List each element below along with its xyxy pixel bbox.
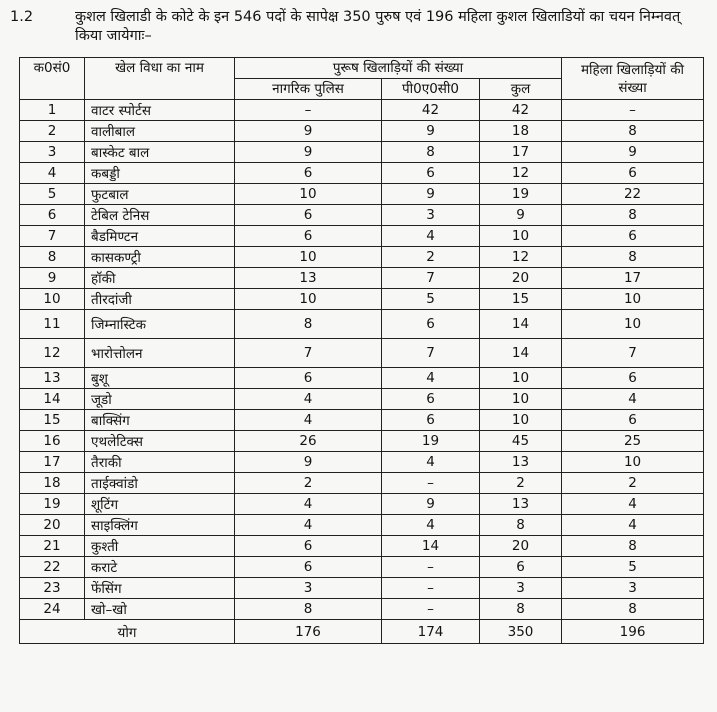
cell-sport: तीरदांजी [85, 289, 235, 310]
cell-total: 18 [480, 121, 562, 142]
cell-pac: 3 [382, 205, 480, 226]
header-female: महिला खिलाड़ियों की संख्या [562, 58, 704, 100]
table-row [20, 339, 704, 368]
cell-civil-police: 3 [235, 578, 382, 599]
cell-pac: – [382, 557, 480, 578]
cell-serial: 19 [20, 494, 85, 515]
cell-pac: 6 [382, 389, 480, 410]
cell-sport: शूटिंग [85, 494, 235, 515]
cell-pac: 2 [382, 247, 480, 268]
cell-sport: खो–खो [85, 599, 235, 620]
cell-civil-police: 4 [235, 515, 382, 536]
cell-sport: बाक्सिंग [85, 410, 235, 431]
cell-serial: 24 [20, 599, 85, 620]
cell-serial: 13 [20, 368, 85, 389]
cell-female: 8 [562, 536, 704, 557]
cell-pac: 4 [382, 515, 480, 536]
cell-serial: 15 [20, 410, 85, 431]
cell-female: 25 [562, 431, 704, 452]
cell-sport: फेंसिंग [85, 578, 235, 599]
cell-pac: 5 [382, 289, 480, 310]
cell-serial: 7 [20, 226, 85, 247]
table-row [20, 368, 704, 389]
intro-paragraph [10, 8, 710, 46]
cell-female: 4 [562, 515, 704, 536]
header-total: कुल [480, 79, 562, 100]
cell-pac: 9 [382, 121, 480, 142]
cell-pac: – [382, 473, 480, 494]
table-row [20, 142, 704, 163]
cell-sport: भारोत्तोलन [85, 339, 235, 368]
cell-serial: 20 [20, 515, 85, 536]
cell-civil-police: 6 [235, 205, 382, 226]
cell-sport: तैराकी [85, 452, 235, 473]
cell-pac: 4 [382, 368, 480, 389]
table-row [20, 184, 704, 205]
totals-female: 196 [562, 620, 704, 644]
cell-female: 8 [562, 205, 704, 226]
cell-serial: 16 [20, 431, 85, 452]
cell-serial: 4 [20, 163, 85, 184]
cell-total: 42 [480, 100, 562, 121]
cell-civil-police: 9 [235, 142, 382, 163]
cell-civil-police: 2 [235, 473, 382, 494]
table-row [20, 389, 704, 410]
cell-total: 9 [480, 205, 562, 226]
cell-female: 9 [562, 142, 704, 163]
cell-total: 3 [480, 578, 562, 599]
cell-sport: ताईक्वांडो [85, 473, 235, 494]
cell-female: 4 [562, 389, 704, 410]
table-row [20, 578, 704, 599]
cell-pac: 14 [382, 536, 480, 557]
cell-female: 22 [562, 184, 704, 205]
cell-serial: 5 [20, 184, 85, 205]
cell-pac: 4 [382, 452, 480, 473]
cell-female: 8 [562, 599, 704, 620]
cropped-bottom-line [0, 704, 717, 712]
table-row [20, 100, 704, 121]
cell-civil-police: 4 [235, 410, 382, 431]
table-row [20, 536, 704, 557]
table-row [20, 557, 704, 578]
cell-female: 7 [562, 339, 704, 368]
cell-civil-police: 7 [235, 339, 382, 368]
header-male-group: पुरूष खिलाड़ियों की संख्या [235, 58, 562, 79]
cell-civil-police: 6 [235, 163, 382, 184]
cell-total: 17 [480, 142, 562, 163]
cell-pac: 9 [382, 494, 480, 515]
cell-pac: 9 [382, 184, 480, 205]
cell-serial: 21 [20, 536, 85, 557]
cell-female: 6 [562, 163, 704, 184]
cell-civil-police: 10 [235, 289, 382, 310]
cell-pac: 7 [382, 339, 480, 368]
cell-civil-police: 6 [235, 557, 382, 578]
table-row [20, 205, 704, 226]
cell-female: 17 [562, 268, 704, 289]
cell-total: 8 [480, 515, 562, 536]
table-row [20, 452, 704, 473]
cell-sport: बैडमिण्टन [85, 226, 235, 247]
cell-serial: 10 [20, 289, 85, 310]
cell-serial: 3 [20, 142, 85, 163]
cell-female: 6 [562, 368, 704, 389]
cell-total: 2 [480, 473, 562, 494]
cell-pac: 6 [382, 310, 480, 339]
cell-sport: जूडो [85, 389, 235, 410]
cell-female: 5 [562, 557, 704, 578]
totals-civil: 176 [235, 620, 382, 644]
cell-civil-police: 6 [235, 536, 382, 557]
cell-serial: 22 [20, 557, 85, 578]
cell-pac: 8 [382, 142, 480, 163]
cell-civil-police: 10 [235, 247, 382, 268]
cell-sport: कबड्डी [85, 163, 235, 184]
cell-sport: कुश्ती [85, 536, 235, 557]
header-pac: पी0ए0सी0 [382, 79, 480, 100]
cell-female: – [562, 100, 704, 121]
cell-civil-police: 6 [235, 226, 382, 247]
table-row [20, 599, 704, 620]
cell-sport: साइक्लिंग [85, 515, 235, 536]
cell-sport: हॉकी [85, 268, 235, 289]
cell-female: 8 [562, 247, 704, 268]
cell-total: 14 [480, 339, 562, 368]
cell-serial: 12 [20, 339, 85, 368]
cell-serial: 8 [20, 247, 85, 268]
totals-total: 350 [480, 620, 562, 644]
cell-serial: 17 [20, 452, 85, 473]
cell-total: 10 [480, 389, 562, 410]
cell-civil-police: 8 [235, 310, 382, 339]
cell-pac: 4 [382, 226, 480, 247]
cell-serial: 9 [20, 268, 85, 289]
table-row [20, 410, 704, 431]
cell-sport: जिम्नास्टिक [85, 310, 235, 339]
cell-female: 2 [562, 473, 704, 494]
table-row [20, 289, 704, 310]
cell-pac: – [382, 578, 480, 599]
cell-civil-police: 13 [235, 268, 382, 289]
cell-pac: 42 [382, 100, 480, 121]
section-number: 1.2 [10, 9, 34, 25]
cell-sport: टेबिल टेनिस [85, 205, 235, 226]
table-row [20, 431, 704, 452]
cell-female: 6 [562, 226, 704, 247]
cell-total: 15 [480, 289, 562, 310]
cell-total: 19 [480, 184, 562, 205]
cell-total: 8 [480, 599, 562, 620]
cell-total: 45 [480, 431, 562, 452]
cell-civil-police: 8 [235, 599, 382, 620]
totals-label: योग [20, 620, 235, 644]
cell-pac: 7 [382, 268, 480, 289]
cell-sport: बुशू [85, 368, 235, 389]
table-row [20, 226, 704, 247]
cell-female: 10 [562, 310, 704, 339]
table-row [20, 163, 704, 184]
cell-serial: 18 [20, 473, 85, 494]
cell-sport: वाटर स्पोर्टस [85, 100, 235, 121]
cell-total: 14 [480, 310, 562, 339]
totals-row [20, 620, 704, 644]
table-row [20, 515, 704, 536]
header-civil-police: नागरिक पुलिस [235, 79, 382, 100]
cell-civil-police: 10 [235, 184, 382, 205]
table-row [20, 494, 704, 515]
cell-civil-police: 4 [235, 494, 382, 515]
cell-total: 12 [480, 163, 562, 184]
cell-pac: 6 [382, 163, 480, 184]
cell-total: 6 [480, 557, 562, 578]
cell-serial: 6 [20, 205, 85, 226]
cell-civil-police: – [235, 100, 382, 121]
cell-pac: – [382, 599, 480, 620]
cell-total: 13 [480, 494, 562, 515]
cell-female: 6 [562, 410, 704, 431]
cell-civil-police: 9 [235, 121, 382, 142]
cell-total: 13 [480, 452, 562, 473]
cell-sport: फुटबाल [85, 184, 235, 205]
cell-total: 10 [480, 368, 562, 389]
cell-total: 10 [480, 226, 562, 247]
cell-sport: बास्केट बाल [85, 142, 235, 163]
cell-female: 8 [562, 121, 704, 142]
cell-civil-police: 26 [235, 431, 382, 452]
sports-quota-table [19, 57, 704, 644]
cell-serial: 2 [20, 121, 85, 142]
cell-sport: एथलेटिक्स [85, 431, 235, 452]
cell-serial: 11 [20, 310, 85, 339]
header-serial: क0सं0 [20, 58, 85, 100]
cell-total: 20 [480, 536, 562, 557]
cell-serial: 1 [20, 100, 85, 121]
cell-sport: वालीबाल [85, 121, 235, 142]
cell-pac: 19 [382, 431, 480, 452]
intro-text: कुशल खिलाडी के कोटे के इन 546 पदों के सापेक्ष 350 पुरुष एवं 196 महिला कुशल खिलाडियों का चयन निम्नवत् किया जायेगाः– [75, 9, 681, 44]
header-sport: खेल विधा का नाम [85, 58, 235, 100]
table-row [20, 310, 704, 339]
header-row-1 [20, 58, 704, 79]
cropped-top-line [0, 0, 717, 8]
cell-female: 4 [562, 494, 704, 515]
cell-sport: कराटे [85, 557, 235, 578]
cell-pac: 6 [382, 410, 480, 431]
table-row [20, 268, 704, 289]
cell-civil-police: 9 [235, 452, 382, 473]
cell-female: 10 [562, 289, 704, 310]
cell-civil-police: 6 [235, 368, 382, 389]
cell-serial: 23 [20, 578, 85, 599]
cell-female: 3 [562, 578, 704, 599]
cell-sport: कासकण्ट्री [85, 247, 235, 268]
totals-pac: 174 [382, 620, 480, 644]
table-row [20, 121, 704, 142]
cell-total: 20 [480, 268, 562, 289]
cell-total: 10 [480, 410, 562, 431]
table-row [20, 247, 704, 268]
cell-female: 10 [562, 452, 704, 473]
cell-civil-police: 4 [235, 389, 382, 410]
table-row [20, 473, 704, 494]
cell-serial: 14 [20, 389, 85, 410]
cell-total: 12 [480, 247, 562, 268]
